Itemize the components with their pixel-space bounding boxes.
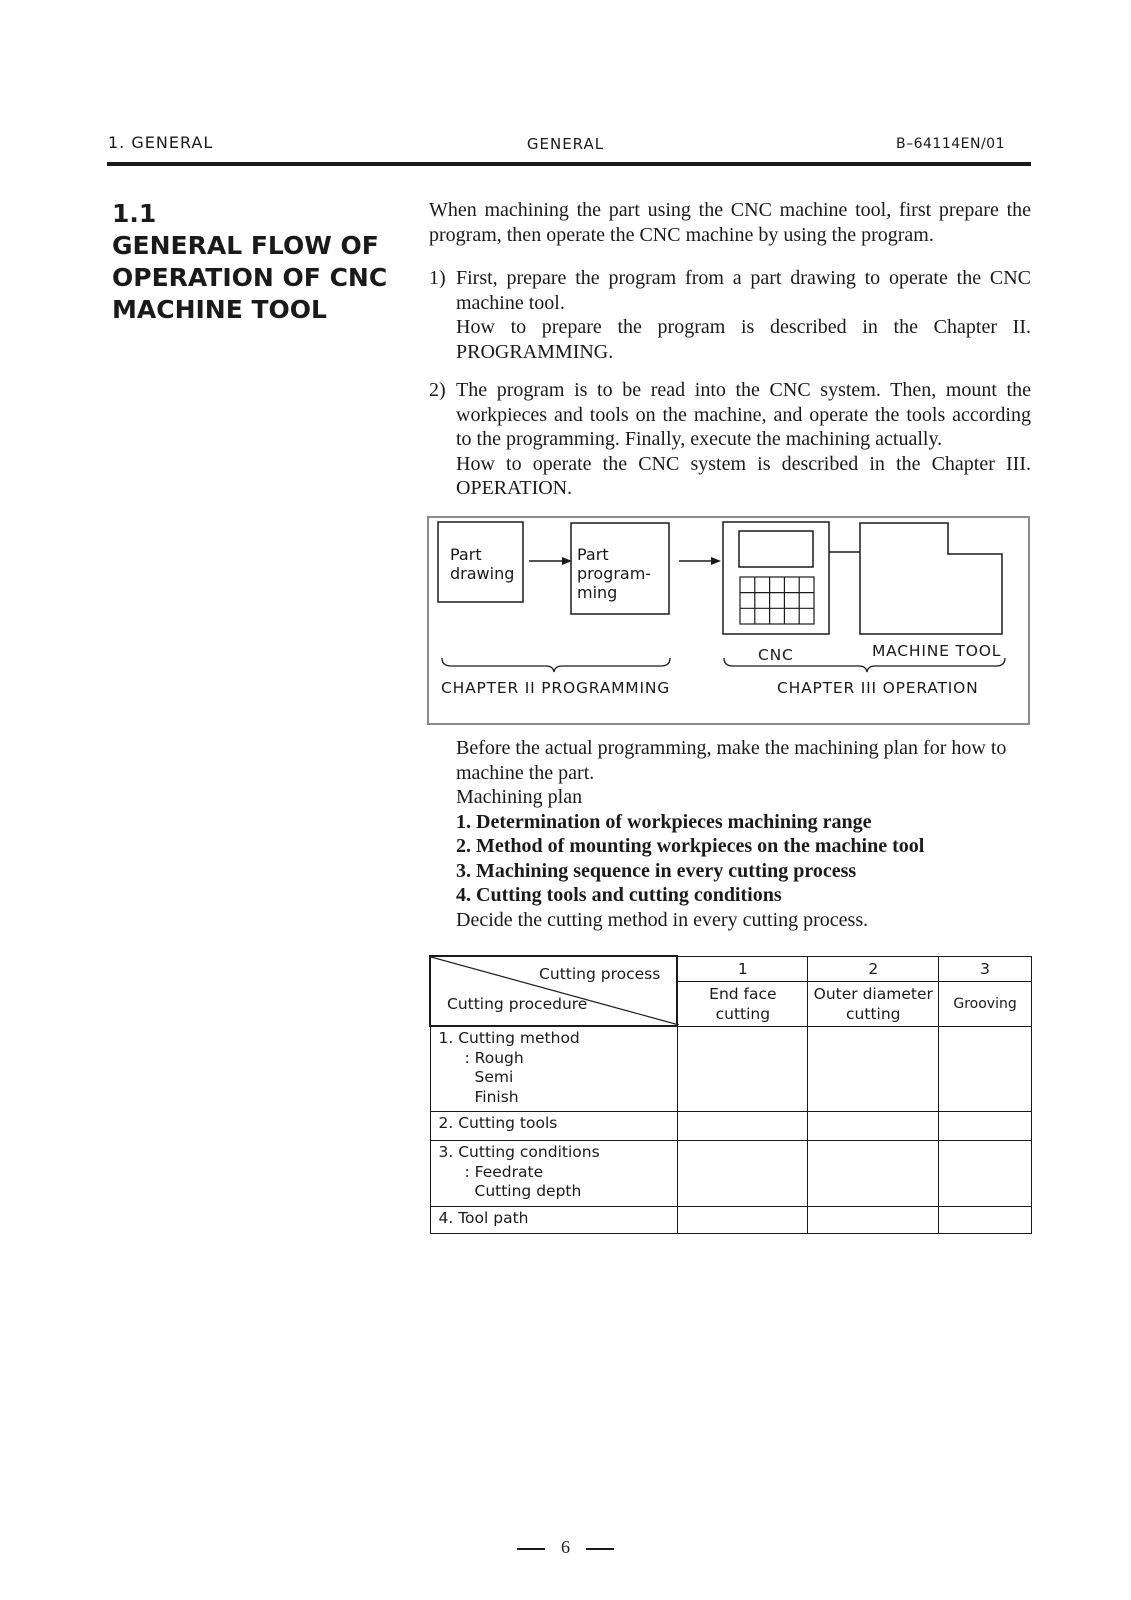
row-sub-label: : Rough [464,1048,524,1067]
plan-item: 1. Determination of workpieces machining range [456,810,872,833]
section-heading [112,198,402,326]
table-cell [808,1207,939,1234]
part-drawing-label: drawing [450,564,515,583]
plan-heading: Machining plan [456,786,583,808]
section-number: 1.1 [112,199,157,228]
row-label: 3. Cutting conditions [438,1143,600,1161]
plan-item: 4. Cutting tools and cutting conditions [456,884,782,906]
chapter-brace-icon [442,658,670,672]
table-cell [677,1026,808,1112]
column-header: End face cutting [677,981,808,1026]
row-label: 1. Cutting method [438,1029,580,1047]
column-header: Outer diameter cutting [808,981,939,1026]
header-title: GENERAL [526,135,605,153]
table-row [430,1026,1032,1112]
table-cell [677,1141,808,1207]
plan-intro: Before the actual programming, make the machining plan for how to machine the part. [456,737,1007,784]
list-item-text: How to operate the CNC system is described in the Chapter III. OPERATION. [456,452,1031,499]
column-header: Grooving [939,981,1032,1026]
footer-dash [586,1548,614,1550]
cnc-keypad-icon [740,577,814,624]
machine-tool-label: MACHINE TOOL [872,642,1002,660]
chapter-programming-label: CHAPTER II PROGRAMMING [441,679,671,697]
list-item-text: First, prepare the program from a part drawing to operate the CNC machine tool. [456,267,1031,314]
table-cell [808,1141,939,1207]
table-cell [939,1207,1032,1234]
table-row [430,1141,1032,1207]
list-marker: 1) [429,267,446,289]
table-corner-cell [430,956,677,1026]
page-number: 6 [561,1537,570,1557]
column-number: 2 [808,956,939,981]
column-number: 3 [939,956,1032,981]
header-rule [107,162,1031,166]
cnc-label: CNC [758,646,794,664]
machining-plan [456,736,1031,932]
footer-dash [517,1548,545,1550]
table-cell [939,1026,1032,1112]
table-cell [808,1026,939,1112]
row-label: 2. Cutting tools [438,1114,558,1132]
row-sub-label: Semi [474,1068,514,1086]
corner-cutting-procedure: Cutting procedure [447,995,588,1013]
section-title-line: MACHINE TOOL [112,295,327,324]
table-cell [808,1112,939,1141]
cnc-screen-icon [739,531,813,567]
table-cell [939,1112,1032,1141]
plan-outro: Decide the cutting method in every cutting process. [456,908,869,931]
list-marker: 2) [429,379,446,401]
row-sub-label: : Feedrate [464,1162,544,1181]
list-item [429,266,1031,364]
table-cell [939,1141,1032,1207]
row-sub-label: Cutting depth [474,1182,582,1200]
flow-diagram [427,516,1030,725]
row-label: 4. Tool path [438,1209,529,1227]
machine-tool-icon [860,523,1002,634]
table-row [430,1112,1032,1141]
row-sub-label: Finish [474,1087,519,1106]
part-drawing-label: Part [450,545,482,564]
header-chapter: 1. GENERAL [108,133,214,152]
header-doc-number: B–64114EN/01 [896,136,1005,152]
table-cell [677,1112,808,1141]
cutting-process-table [429,955,1032,1234]
table-row [430,1207,1032,1234]
page-footer [0,1537,1131,1558]
intro-paragraph: When machining the part using the CNC machine tool, first prepare the program, then operate the CNC machine by using the program. [429,199,1031,246]
chapter-operation-label: CHAPTER III OPERATION [777,679,979,697]
section-title-line: OPERATION OF CNC [112,263,388,292]
part-programming-label: ming [577,583,618,602]
plan-item: 3. Machining sequence in every cutting process [456,859,857,882]
table-cell [677,1207,808,1234]
list-item [429,378,1031,501]
corner-cutting-process: Cutting process [539,965,661,983]
column-number: 1 [677,956,808,981]
section-title-line: GENERAL FLOW OF [112,231,379,260]
plan-item: 2. Method of mounting workpieces on the machine tool [456,835,925,857]
arrowhead-icon [711,557,721,565]
list-item-text: How to prepare the program is described in the Chapter II. PROGRAMMING. [456,316,1031,363]
part-programming-label: program- [577,564,652,583]
list-item-text: The program is to be read into the CNC system. Then, mount the workpieces and tools on the machine, and operate the tools according to the programming. Finally, execute the machining actually. [456,379,1031,450]
part-programming-label: Part [577,545,609,564]
